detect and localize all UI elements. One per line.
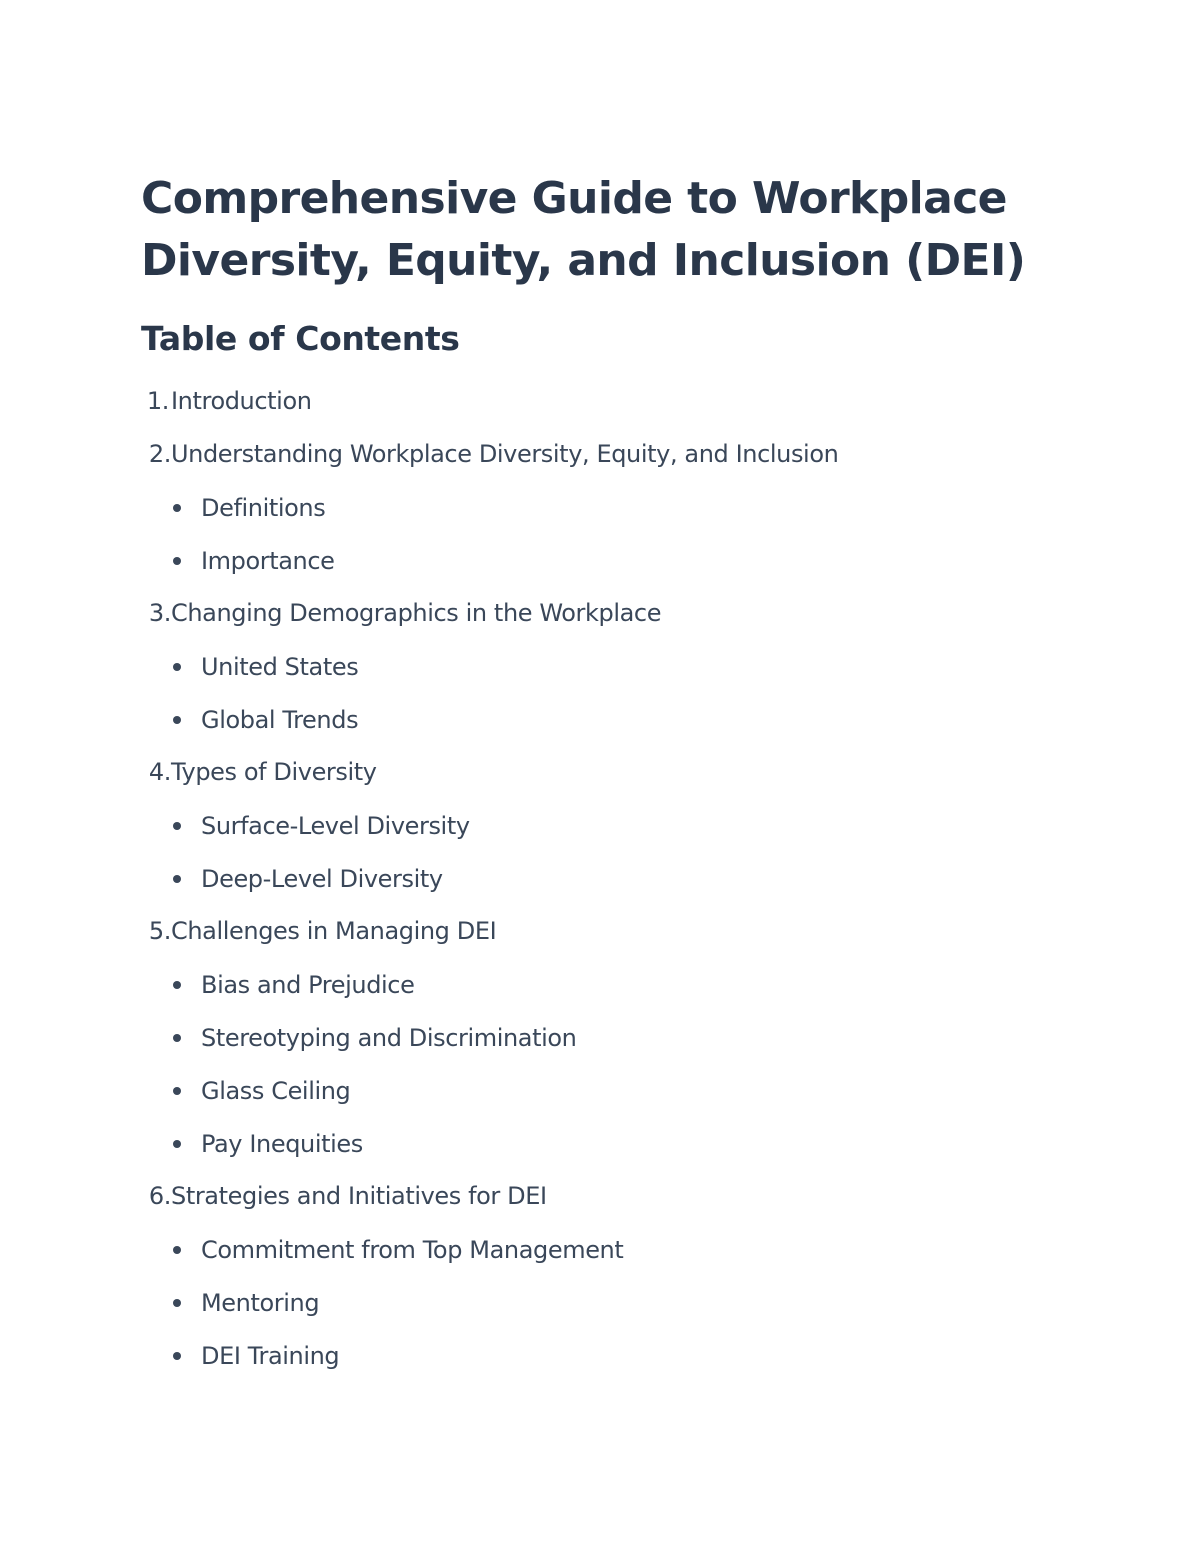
document-page: [141, 168, 1041, 1391]
toc-sublist: [141, 640, 1041, 746]
bullet-icon: [173, 1299, 181, 1307]
document-title-line-1: Comprehensive Guide to Workplace: [141, 173, 1007, 224]
toc-subitem[interactable]: [141, 534, 1041, 587]
toc-subitem[interactable]: [141, 1276, 1041, 1329]
bullet-icon: [173, 557, 181, 565]
toc-sublist: [141, 1223, 1041, 1382]
bullet-icon: [173, 1140, 181, 1148]
toc-item-understanding-dei: [141, 437, 1041, 587]
toc-subitem-label: Global Trends: [201, 705, 359, 734]
toc-subitem-label: Definitions: [201, 493, 326, 522]
toc-subitem[interactable]: [141, 852, 1041, 905]
toc-item-challenges: [141, 914, 1041, 1170]
document-title: [141, 168, 1041, 292]
toc-number: 1.: [146, 387, 169, 415]
bullet-icon: [173, 822, 181, 830]
toc-subitem-label: Importance: [201, 546, 335, 575]
bullet-icon: [173, 1034, 181, 1042]
toc-number: 3.: [148, 599, 171, 627]
toc-subitem[interactable]: [141, 693, 1041, 746]
document-title-line-2: Diversity, Equity, and Inclusion (DEI): [141, 235, 1026, 286]
bullet-icon: [173, 1246, 181, 1254]
bullet-icon: [173, 663, 181, 671]
toc-subitem-label: Deep-Level Diversity: [201, 864, 443, 893]
toc-item-strategies: [141, 1179, 1041, 1382]
toc-label: Strategies and Initiatives for DEI: [171, 1182, 547, 1210]
toc-subitem-label: Bias and Prejudice: [201, 970, 415, 999]
toc-subitem-label: DEI Training: [201, 1341, 340, 1370]
toc-subitem[interactable]: [141, 1064, 1041, 1117]
toc-subitem-label: Mentoring: [201, 1288, 320, 1317]
toc-number: 6.: [148, 1182, 171, 1210]
toc-item-introduction: [141, 384, 1041, 437]
toc-heading: Table of Contents: [141, 319, 460, 358]
toc-entry[interactable]: [141, 384, 1041, 437]
toc-subitem-label: Surface-Level Diversity: [201, 811, 470, 840]
toc-label: Types of Diversity: [171, 758, 377, 786]
toc-subitem-label: United States: [201, 652, 359, 681]
toc-subitem[interactable]: [141, 1329, 1041, 1382]
bullet-icon: [173, 981, 181, 989]
bullet-icon: [173, 504, 181, 512]
toc-subitem-label: Stereotyping and Discrimination: [201, 1023, 577, 1052]
toc-subitem[interactable]: [141, 799, 1041, 852]
toc-subitem[interactable]: [141, 481, 1041, 534]
toc-label: Changing Demographics in the Workplace: [171, 599, 662, 627]
toc-number: 5.: [148, 917, 171, 945]
toc-subitem-label: Commitment from Top Management: [201, 1235, 624, 1264]
table-of-contents: [141, 384, 1041, 1382]
toc-subitem[interactable]: [141, 640, 1041, 693]
bullet-icon: [173, 716, 181, 724]
toc-subitem[interactable]: [141, 1223, 1041, 1276]
toc-label: Understanding Workplace Diversity, Equity, and Inclusion: [171, 440, 839, 468]
bullet-icon: [173, 1087, 181, 1095]
toc-label: Introduction: [171, 387, 312, 415]
bullet-icon: [173, 1352, 181, 1360]
toc-number: 2.: [148, 440, 171, 468]
toc-item-types-of-diversity: [141, 755, 1041, 905]
toc-subitem[interactable]: [141, 958, 1041, 1011]
toc-subitem-label: Glass Ceiling: [201, 1076, 351, 1105]
toc-subitem[interactable]: [141, 1117, 1041, 1170]
toc-number: 4.: [148, 758, 171, 786]
toc-label: Challenges in Managing DEI: [171, 917, 497, 945]
toc-subitem[interactable]: [141, 1011, 1041, 1064]
bullet-icon: [173, 875, 181, 883]
toc-sublist: [141, 958, 1041, 1170]
toc-sublist: [141, 481, 1041, 587]
toc-item-changing-demographics: [141, 596, 1041, 746]
toc-sublist: [141, 799, 1041, 905]
toc-subitem-label: Pay Inequities: [201, 1129, 363, 1158]
